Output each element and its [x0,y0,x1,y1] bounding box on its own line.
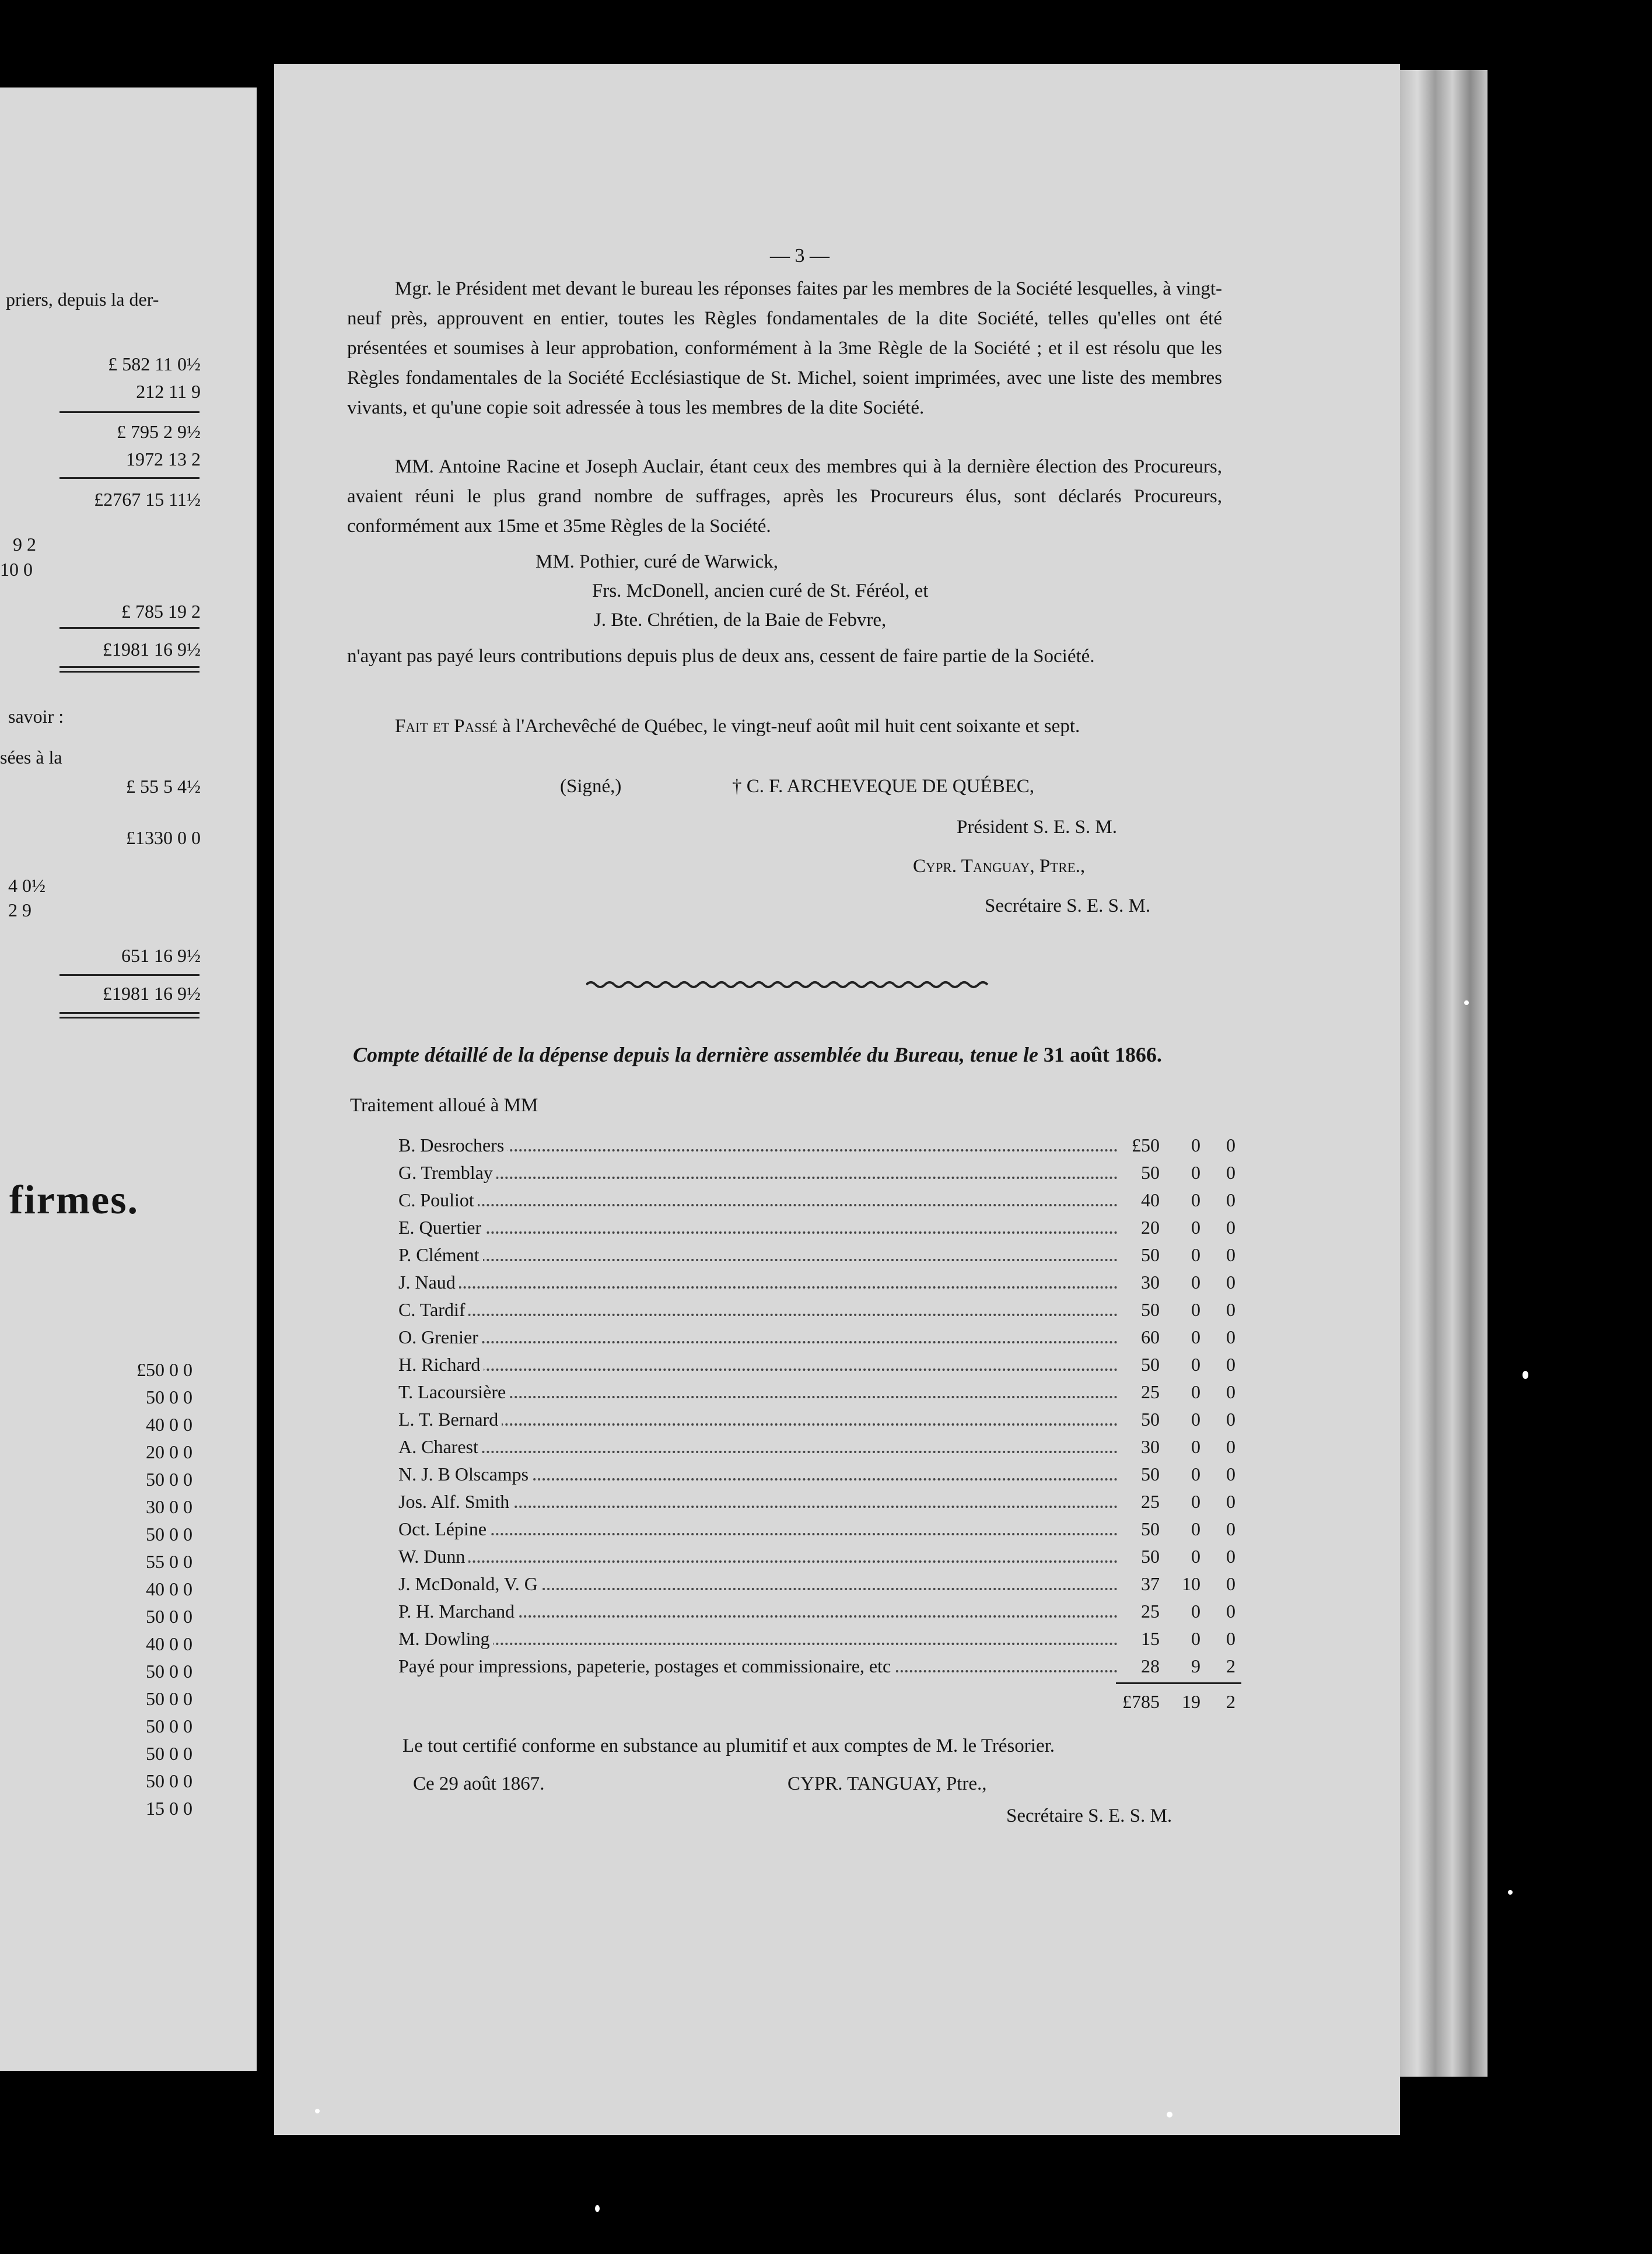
ledger-name: Oct. Lépine [398,1516,490,1543]
ledger-name: H. Richard [398,1351,484,1378]
ledger-shillings: 0 [1191,1409,1200,1430]
ledger-shillings: 0 [1191,1244,1200,1265]
leader-dots [398,1259,1118,1261]
left-page-text-top: priers, depuis la der- [6,289,159,310]
leader-dots [398,1451,1118,1453]
left-column-value: 50 0 0 [146,1387,192,1408]
ledger-name: P. Clément [398,1241,483,1269]
ledger-name: Jos. Alf. Smith [398,1488,513,1516]
left-page-title-fragment: firmes. [9,1178,139,1223]
member-line: J. Bte. Chrétien, de la Baie de Febvre, [594,610,887,631]
left-amount: 4 0½ [8,875,46,896]
ledger-name: G. Tremblay [398,1159,496,1186]
ledger-row [398,1324,1241,1351]
ledger-total-rule [1116,1682,1241,1684]
certification-line: Le tout certifié conforme en substance au plumitif et aux comptes de M. le Trésorier. [402,1735,1055,1756]
ledger-name: P. H. Marchand [398,1598,518,1625]
traitement-heading: Traitement alloué à MM [350,1095,538,1116]
ledger-shillings: 10 [1182,1573,1200,1594]
ledger-row [398,1241,1241,1269]
ledger-name: N. J. B Olscamps [398,1461,532,1488]
left-amount: £1981 16 9½ [103,639,201,660]
ledger-row [398,1378,1241,1406]
ledger-pence: 0 [1226,1135,1236,1156]
ledger-row [398,1214,1241,1241]
ledger-pence: 0 [1226,1272,1236,1293]
left-amount: 2 9 [8,900,32,921]
ledger-pence: 0 [1226,1217,1236,1238]
ledger-shillings: 0 [1191,1162,1200,1183]
ledger-pence: 0 [1226,1436,1236,1457]
ledger-row [398,1598,1241,1625]
left-column-value: 50 0 0 [146,1524,192,1545]
ledger-row [398,1461,1241,1488]
left-amount: 10 0 [0,559,33,580]
ledger-pounds: 50 [1141,1518,1160,1539]
ledger-pence: 0 [1226,1546,1236,1567]
ledger-row [398,1296,1241,1324]
member-line: MM. Pothier, curé de Warwick, [536,551,779,572]
ledger-pence: 0 [1226,1601,1236,1622]
left-column-value: 40 0 0 [146,1414,192,1435]
paragraph-contributions [347,642,1222,671]
page-number: — 3 — [770,245,830,267]
ledger-pounds: 25 [1141,1381,1160,1402]
left-rule [60,666,200,668]
ledger-row [398,1625,1241,1653]
closing-role: Secrétaire S. E. S. M. [1006,1805,1172,1826]
left-rule [60,411,200,413]
ledger-name: A. Charest [398,1433,482,1461]
ledger-shillings: 0 [1191,1299,1200,1320]
ledger-total-row [398,1688,1241,1716]
title-italic-part: Compte détaillé de la dépense depuis la dernière assemblée du Bureau, tenue le [353,1043,1038,1066]
ledger-pence: 0 [1226,1518,1236,1539]
ledger-shillings: 0 [1191,1217,1200,1238]
paragraph-text: n'ayant pas payé leurs contributions depuis plus de deux ans, cessent de faire partie de la Société. [347,646,1095,667]
ledger-pence: 0 [1226,1381,1236,1402]
left-column-value: 50 0 0 [146,1688,192,1709]
left-amount: £ 785 19 2 [121,601,201,622]
paragraph-text: MM. Antoine Racine et Joseph Auclair, étant ceux des membres qui à la dernière élection des Procureurs, avaient réuni le plus grand nombre de suffrages, après les Procureurs élus, sont déclarés Procureurs, conformément aux 15me et 35me Règles de la Société. [347,456,1222,537]
left-column-value: 50 0 0 [146,1716,192,1737]
ledger-row [398,1351,1241,1378]
ledger-row [398,1269,1241,1296]
ledger-shillings: 0 [1191,1518,1200,1539]
ledger-pounds: 60 [1141,1326,1160,1348]
total-pence: 2 [1226,1691,1236,1712]
ledger-pence: 0 [1226,1354,1236,1375]
ledger-shillings: 0 [1191,1546,1200,1567]
left-amount: 9 2 [13,534,36,555]
closing-name: CYPR. TANGUAY, Ptre., [788,1773,987,1794]
ledger-name: O. Grenier [398,1324,482,1351]
leader-dots [398,1533,1118,1535]
ledger-row [398,1132,1241,1159]
ledger-pounds: 15 [1141,1628,1160,1649]
left-rule [60,671,200,673]
ledger-pence: 2 [1226,1656,1236,1676]
leader-dots [398,1341,1118,1343]
paragraph-text: Mgr. le Président met devant le bureau les réponses faites par les membres de la Société lesquelles, à vingt-neuf près, approuvent en entier, toutes les Règles fondamentales de la dite Société, telles qu'elles ont été présentées et soumises à leur approbation, conformément à la 3me Règle de la Société ; et il est résolu que les Règles fondamentales de la Société Ecclésiastique de St. Michel, soient imprimées, avec une liste des membres vivants, et qu'une copie soit adressée à tous les membres de la dite Société. [347,278,1222,418]
leader-dots [398,1560,1118,1563]
left-amount: 1972 13 2 [126,449,201,470]
signature-name: † C. F. ARCHEVEQUE DE QUÉBEC, [732,776,1035,797]
left-column-value: 15 0 0 [146,1798,192,1819]
leader-dots [398,1314,1118,1316]
left-amount: 651 16 9½ [121,945,201,966]
ledger-name: J. McDonald, V. G [398,1570,541,1598]
ledger-shillings: 9 [1191,1656,1200,1676]
ledger-shillings: 0 [1191,1189,1200,1210]
wavy-separator [586,979,995,991]
left-column-value: 50 0 0 [146,1606,192,1627]
paragraph-resolution [347,274,1222,423]
left-page-text: sées à la [0,747,62,768]
ledger-pence: 0 [1226,1189,1236,1210]
total-shillings: 19 [1182,1691,1200,1712]
ledger-name: C. Pouliot [398,1186,478,1214]
left-amount: £1981 16 9½ [103,983,201,1004]
left-rule [60,627,200,629]
ledger-name: M. Dowling [398,1625,493,1653]
signe-label: (Signé,) [560,776,622,797]
left-column-value: 40 0 0 [146,1578,192,1600]
ledger-pence: 0 [1226,1491,1236,1512]
ledger-shillings: 0 [1191,1381,1200,1402]
fait-et-passe-lead: Fait et Passé [395,716,498,737]
leader-dots [398,1423,1118,1426]
ledger-shillings: 0 [1191,1601,1200,1622]
ledger-shillings: 0 [1191,1628,1200,1649]
ledger-pence: 0 [1226,1326,1236,1348]
secretary-role: Secrétaire S. E. S. M. [985,895,1151,916]
left-column-value: 50 0 0 [146,1743,192,1764]
ledger-pounds: 30 [1141,1436,1160,1457]
ledger-row [398,1516,1241,1543]
total-pounds: £785 [1122,1691,1160,1712]
ledger-pence: 0 [1226,1299,1236,1320]
ledger-pence: 0 [1226,1162,1236,1183]
left-amount: £2767 15 11½ [94,489,201,510]
left-amount: 212 11 9 [136,381,201,402]
ledger-pence: 0 [1226,1409,1236,1430]
ledger-pounds: 20 [1141,1217,1160,1238]
ledger-pounds: 50 [1141,1409,1160,1430]
ledger-pounds: 50 [1141,1244,1160,1265]
left-amount: £1330 0 0 [126,827,201,848]
left-amount: £ 55 5 4½ [126,776,201,797]
left-rule [60,974,200,976]
ledger-pounds: 50 [1141,1464,1160,1485]
leader-dots [398,1286,1118,1289]
ledger-name: Payé pour impressions, papeterie, postages et commissionaire, etc [398,1653,894,1680]
ledger-pounds: 50 [1141,1354,1160,1375]
ledger-shillings: 0 [1191,1491,1200,1512]
left-column-value: 50 0 0 [146,1661,192,1682]
left-amount: £ 582 11 0½ [108,354,201,374]
left-rule [60,1017,200,1019]
ledger-row [398,1570,1241,1598]
ledger-shillings: 0 [1191,1436,1200,1457]
ledger-shillings: 0 [1191,1464,1200,1485]
ledger-pounds: 50 [1141,1299,1160,1320]
ledger-name: E. Quertier [398,1214,485,1241]
leader-dots [398,1643,1118,1645]
left-column-value: 20 0 0 [146,1441,192,1462]
ledger-name: T. Lacoursière [398,1378,509,1406]
left-column-value: 55 0 0 [146,1551,192,1572]
page-stack-edge [1400,70,1488,2077]
ledger-shillings: 0 [1191,1272,1200,1293]
ledger-pounds: 50 [1141,1162,1160,1183]
ledger-row [398,1488,1241,1516]
left-page-text: savoir : [8,706,64,727]
left-column-value: 50 0 0 [146,1469,192,1490]
left-amount: £ 795 2 9½ [117,421,201,442]
previous-page-strip [0,88,257,2071]
paragraph-procureurs [347,452,1222,541]
paragraph-text [347,712,1222,741]
ledger-row [398,1653,1241,1680]
leader-dots [398,1368,1118,1371]
ledger-name: L. T. Bernard [398,1406,502,1433]
top-dark-border [0,0,1652,35]
leader-dots [398,1231,1118,1234]
ledger-row [398,1433,1241,1461]
left-column-value: 50 0 0 [146,1770,192,1791]
ledger-row [398,1159,1241,1186]
left-column-value: 40 0 0 [146,1633,192,1654]
ledger-row [398,1543,1241,1570]
ledger-pounds: 37 [1141,1573,1160,1594]
ledger-pence: 0 [1226,1628,1236,1649]
ledger-shillings: 0 [1191,1354,1200,1375]
member-line: Frs. McDonell, ancien curé de St. Féréol, et [592,580,929,601]
ledger-name: B. Desrochers [398,1132,508,1159]
left-rule [60,1012,200,1014]
expense-account-title [353,1042,1162,1067]
closing-date: Ce 29 août 1867. [413,1773,545,1794]
left-column-value: 30 0 0 [146,1496,192,1517]
leader-dots [398,1177,1118,1179]
ledger-row [398,1406,1241,1433]
expense-ledger [398,1132,1241,1716]
ledger-shillings: 0 [1191,1326,1200,1348]
binding-gutter [257,76,274,2176]
secretary-name: Cypr. Tanguay, Ptre., [913,856,1086,877]
ledger-name: W. Dunn [398,1543,468,1570]
ledger-pence: 0 [1226,1573,1236,1594]
ledger-pounds: 28 [1141,1656,1160,1676]
left-rule [60,477,200,479]
leader-dots [398,1204,1118,1206]
ledger-name: J. Naud [398,1269,459,1296]
left-column-value: £50 0 0 [136,1359,192,1380]
ledger-row [398,1186,1241,1214]
ledger-pence: 0 [1226,1464,1236,1485]
fait-et-passe-text: à l'Archevêché de Québec, le vingt-neuf août mil huit cent soixante et sept. [497,716,1080,737]
ledger-pence: 0 [1226,1244,1236,1265]
ledger-shillings: 0 [1191,1135,1200,1156]
signature-role: Président S. E. S. M. [957,817,1118,838]
ledger-pounds: 25 [1141,1601,1160,1622]
ledger-pounds: £50 [1132,1135,1160,1156]
paragraph-fait-et-passe [347,712,1222,741]
title-date: 31 août 1866. [1038,1043,1162,1066]
ledger-pounds: 25 [1141,1491,1160,1512]
ledger-pounds: 30 [1141,1272,1160,1293]
ledger-pounds: 40 [1141,1189,1160,1210]
ledger-name: C. Tardif [398,1296,468,1324]
ledger-pounds: 50 [1141,1546,1160,1567]
